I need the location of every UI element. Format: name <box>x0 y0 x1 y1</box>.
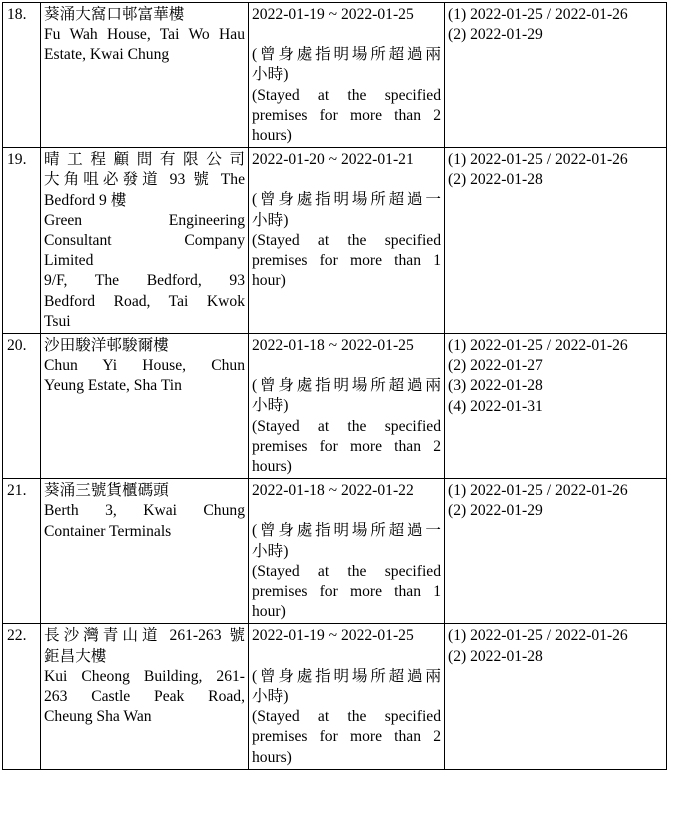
row-number: 18. <box>3 3 41 148</box>
visit-date-cell <box>249 3 445 148</box>
stay-note-zh: 小時) <box>252 66 289 84</box>
table-row <box>3 479 667 624</box>
stay-note-zh: (曾身處指明場所超過兩 <box>252 667 441 685</box>
notification-date: (4) 2022-01-31 <box>448 397 543 415</box>
premises-cell <box>41 3 249 148</box>
premises-name-en: Green Engineering <box>44 211 245 229</box>
stay-note-en: (Stayed at the specified <box>252 231 441 249</box>
premises-name-en: Bedford Road, Tai Kwok <box>44 292 245 310</box>
visit-date-cell <box>249 479 445 624</box>
row-number: 19. <box>3 148 41 334</box>
premises-name-en: Fu Wah House, Tai Wo Hau <box>44 26 245 44</box>
premises-name-en: Cheung Sha Wan <box>44 708 152 726</box>
stay-note-zh: 小時) <box>252 687 289 705</box>
premises-name-en: Tsui <box>44 312 71 330</box>
premises-name-zh: 沙田駿洋邨駿爾樓 <box>44 337 169 355</box>
row-number: 20. <box>3 334 41 479</box>
notification-date: (1) 2022-01-25 / 2022-01-26 <box>448 151 628 169</box>
premises-name-zh: 葵涌大窩口邨富華樓 <box>44 6 185 23</box>
stay-note-en: premises for more than 1 <box>252 583 441 601</box>
notification-date: (2) 2022-01-28 <box>448 171 543 189</box>
row-number: 21. <box>3 479 41 624</box>
date-range: 2022-01-20 ~ 2022-01-21 <box>252 151 414 169</box>
stay-note-zh: 小時) <box>252 211 289 229</box>
stay-note-en: premises for more than 2 <box>252 728 441 746</box>
notification-dates-cell <box>445 3 667 148</box>
premises-name-zh: 長沙灣青山道 261-263 號 <box>44 627 245 645</box>
premises-name-en: Limited <box>44 252 94 270</box>
stay-note-en: premises for more than 2 <box>252 437 441 455</box>
premises-name-zh: Bedford 9 樓 <box>44 191 127 209</box>
premises-name-zh: 鉅昌大樓 <box>44 647 107 665</box>
premises-cell <box>41 148 249 334</box>
notification-date: (2) 2022-01-29 <box>448 26 543 44</box>
premises-cell <box>41 624 249 769</box>
notification-date: (1) 2022-01-25 / 2022-01-26 <box>448 6 628 23</box>
premises-name-en: Chun Yi House, Chun <box>44 357 245 375</box>
table-row <box>3 148 667 334</box>
stay-note-en: hours) <box>252 748 292 766</box>
premises-name-en: 9/F, The Bedford, 93 <box>44 272 245 290</box>
stay-note-en: (Stayed at the specified <box>252 708 441 726</box>
notification-dates-cell <box>445 334 667 479</box>
notification-date: (2) 2022-01-28 <box>448 647 543 665</box>
visit-date-cell <box>249 334 445 479</box>
premises-name-zh: 葵涌三號貨櫃碼頭 <box>44 482 169 500</box>
visit-date-cell <box>249 148 445 334</box>
premises-name-en: Berth 3, Kwai Chung <box>44 502 245 520</box>
visit-date-cell <box>249 624 445 769</box>
row-number: 22. <box>3 624 41 769</box>
stay-note-en: (Stayed at the specified <box>252 562 441 580</box>
premises-name-zh: 晴工程顧問有限公司 <box>44 151 245 169</box>
stay-note-zh: 小時) <box>252 542 289 560</box>
premises-cell <box>41 479 249 624</box>
notification-date: (1) 2022-01-25 / 2022-01-26 <box>448 337 628 355</box>
stay-note-en: hour) <box>252 603 286 621</box>
premises-name-zh: 大角咀必發道 93 號 The <box>44 171 245 189</box>
notification-dates-cell <box>445 479 667 624</box>
premises-cell <box>41 334 249 479</box>
date-range: 2022-01-18 ~ 2022-01-22 <box>252 482 414 500</box>
notification-dates-cell <box>445 148 667 334</box>
stay-note-zh: 小時) <box>252 397 289 415</box>
notification-date: (2) 2022-01-29 <box>448 502 543 520</box>
stay-note-en: hours) <box>252 458 292 476</box>
date-range: 2022-01-19 ~ 2022-01-25 <box>252 6 414 23</box>
stay-note-en: (Stayed at the specified <box>252 417 441 435</box>
stay-note-en: premises for more than 1 <box>252 252 441 270</box>
premises-name-en: 263 Castle Peak Road, <box>44 688 245 706</box>
premises-name-en: Kui Cheong Building, 261- <box>44 667 245 685</box>
notification-date: (1) 2022-01-25 / 2022-01-26 <box>448 482 628 500</box>
table-row <box>3 624 667 769</box>
stay-note-zh: (曾身處指明場所超過一 <box>252 191 441 209</box>
notification-date: (2) 2022-01-27 <box>448 357 543 375</box>
table-row <box>3 334 667 479</box>
notification-dates-cell <box>445 624 667 769</box>
stay-note-zh: (曾身處指明場所超過一 <box>252 522 441 540</box>
stay-note-en: (Stayed at the specified <box>252 86 441 104</box>
date-range: 2022-01-18 ~ 2022-01-25 <box>252 337 414 355</box>
premises-name-en: Container Terminals <box>44 522 172 540</box>
premises-name-en: Yeung Estate, Sha Tin <box>44 377 182 395</box>
premises-name-en: Estate, Kwai Chung <box>44 46 170 64</box>
premises-name-en: Consultant Company <box>44 232 245 250</box>
stay-note-zh: (曾身處指明場所超過兩 <box>252 46 441 64</box>
stay-note-en: hours) <box>252 127 292 145</box>
premises-table <box>2 2 667 770</box>
notification-date: (3) 2022-01-28 <box>448 377 543 395</box>
stay-note-en: hour) <box>252 272 286 290</box>
stay-note-zh: (曾身處指明場所超過兩 <box>252 377 441 395</box>
notification-date: (1) 2022-01-25 / 2022-01-26 <box>448 627 628 645</box>
table-row <box>3 3 667 148</box>
premises-table-body <box>3 3 667 770</box>
stay-note-en: premises for more than 2 <box>252 106 441 124</box>
date-range: 2022-01-19 ~ 2022-01-25 <box>252 627 414 645</box>
